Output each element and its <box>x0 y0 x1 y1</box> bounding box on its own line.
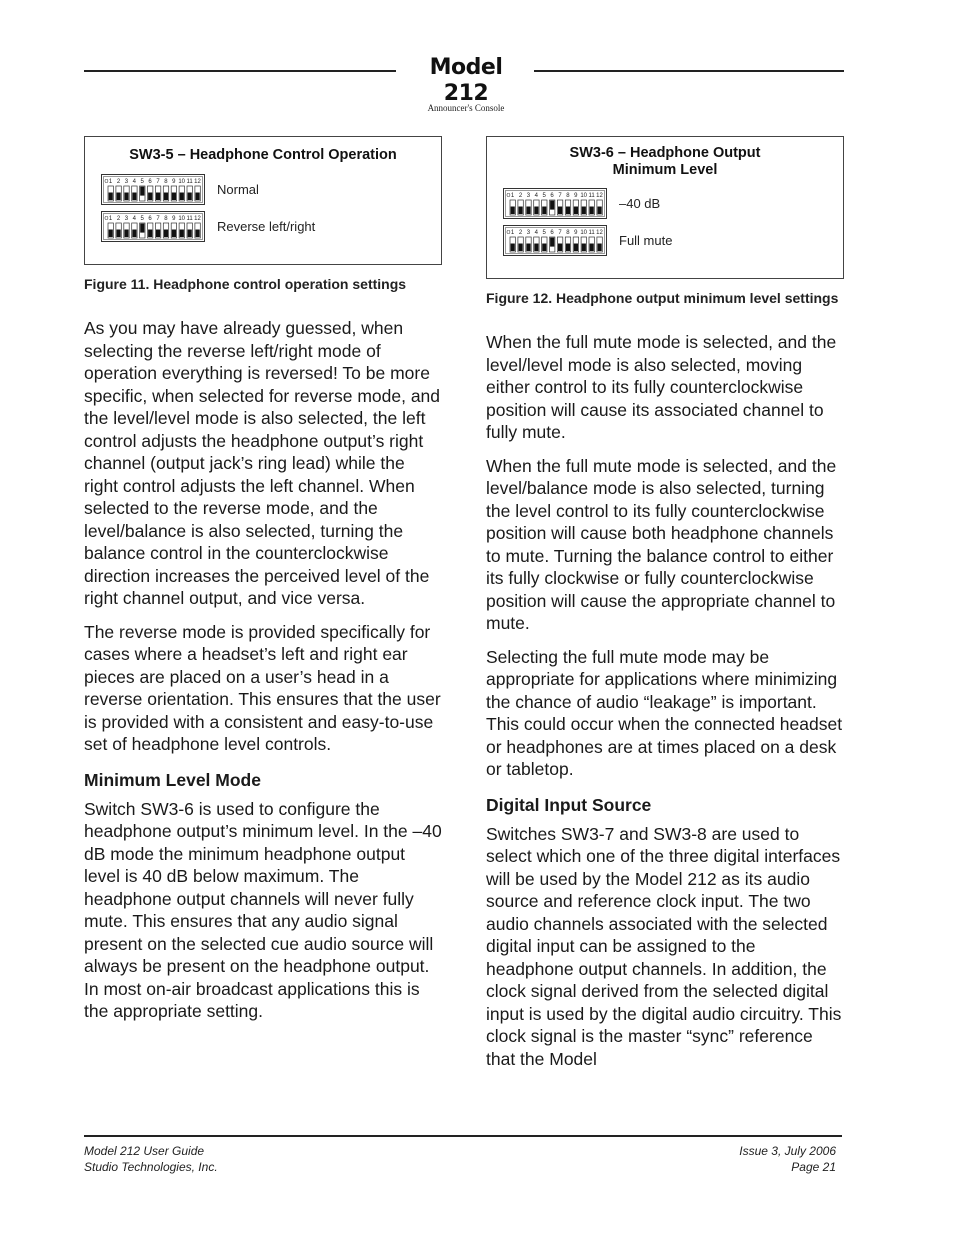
footer-right <box>739 1143 836 1175</box>
footer-page-number: Page 21 <box>791 1160 836 1174</box>
dip-switch-icon <box>101 174 205 205</box>
svg-text:11: 11 <box>588 230 595 236</box>
body-paragraph: When the full mute mode is selected, and the level/balance mode is also selected, turning the level control to its fully counterclockwise position will cause both headphone channels to mute. Turning the balance control to either its fully clockwise or fully counterclockwise position will cause the appropriate channel to mute. <box>486 455 837 633</box>
body-paragraph: Selecting the full mute mode may be appropriate for applications where minimizing the chance of audio “leakage” is important. This could occur when the connected headset or headphones are at times placed on a desk or tabletop. <box>486 646 843 779</box>
svg-text:10: 10 <box>580 193 588 199</box>
svg-text:O: O <box>104 216 109 222</box>
svg-text:3: 3 <box>124 179 129 185</box>
svg-text:7: 7 <box>558 230 562 236</box>
body-paragraph: When the full mute mode is selected, and the level/level mode is also selected, moving either control to its fully counterclockwise position will cause its associated channel to fully mute. <box>486 332 837 442</box>
svg-text:3: 3 <box>526 230 531 236</box>
svg-text:1: 1 <box>510 230 515 236</box>
svg-text:4: 4 <box>132 179 136 185</box>
svg-text:10: 10 <box>178 179 186 185</box>
svg-text:O: O <box>506 193 511 199</box>
section-heading-digital-input: Digital Input Source <box>486 794 652 815</box>
svg-text:1: 1 <box>108 179 113 185</box>
svg-text:9: 9 <box>574 230 578 236</box>
svg-text:8: 8 <box>566 193 570 199</box>
figure-11-row-normal <box>101 174 425 205</box>
svg-text:12: 12 <box>596 193 603 199</box>
body-paragraph: Switches SW3-7 and SW3-8 are used to select which one of the three digital interfaces will be used by the Model 212 as its audio source and reference clock input. The two audio channels associated with the selected digital input can be assigned to the headphone output channels. In addition, the clock signal derived from the selected digital input is used by the digital audio circuitry. This clock signal is the master “sync” reference that the Model <box>486 823 842 1069</box>
svg-text:11: 11 <box>186 179 193 185</box>
footer-issue: Issue 3, July 2006 <box>739 1144 836 1158</box>
svg-text:12: 12 <box>194 216 201 222</box>
section-heading-minimum-level: Minimum Level Mode <box>84 769 261 790</box>
svg-text:7: 7 <box>156 179 160 185</box>
dip-switch-icon <box>101 211 205 242</box>
left-column <box>84 136 442 1023</box>
figure-11-row-reverse <box>101 211 425 242</box>
svg-text:10: 10 <box>580 230 588 236</box>
footer-guide-title: Model 212 User Guide <box>84 1144 205 1158</box>
svg-text:6: 6 <box>148 216 152 222</box>
footer-left <box>84 1143 218 1175</box>
switch-setting-label: Normal <box>217 182 259 197</box>
svg-text:12: 12 <box>194 179 201 185</box>
figure-11-box <box>84 136 442 265</box>
footer-company: Studio Technologies, Inc. <box>84 1160 218 1174</box>
svg-text:9: 9 <box>172 216 176 222</box>
svg-text:2: 2 <box>518 230 523 236</box>
svg-text:7: 7 <box>558 193 562 199</box>
svg-text:10: 10 <box>178 216 186 222</box>
dip-switch-icon <box>503 188 607 219</box>
svg-text:4: 4 <box>132 216 136 222</box>
svg-text:3: 3 <box>526 193 531 199</box>
svg-text:3: 3 <box>124 216 129 222</box>
svg-text:9: 9 <box>172 179 176 185</box>
switch-setting-label: Reverse left/right <box>217 219 316 234</box>
svg-text:5: 5 <box>140 179 144 185</box>
figure-12-title: SW3-6 – Headphone Output Minimum Level <box>569 145 761 178</box>
svg-text:6: 6 <box>550 193 554 199</box>
switch-setting-label: –40 dB <box>619 196 661 211</box>
svg-text:8: 8 <box>164 179 168 185</box>
svg-text:6: 6 <box>148 179 152 185</box>
svg-text:1: 1 <box>108 216 113 222</box>
svg-text:5: 5 <box>140 216 144 222</box>
right-column <box>486 136 844 1070</box>
svg-text:2: 2 <box>116 179 121 185</box>
svg-text:1: 1 <box>510 193 515 199</box>
svg-text:12: 12 <box>596 230 603 236</box>
svg-text:4: 4 <box>534 193 538 199</box>
brand-title: Model 212 <box>429 55 503 106</box>
dip-switch-icon <box>503 225 607 256</box>
svg-text:8: 8 <box>164 216 168 222</box>
svg-text:O: O <box>104 179 109 185</box>
svg-text:8: 8 <box>566 230 570 236</box>
svg-text:5: 5 <box>542 193 546 199</box>
svg-text:O: O <box>506 230 511 236</box>
figure-12-row-full-mute <box>503 225 827 256</box>
svg-text:9: 9 <box>574 193 578 199</box>
switch-setting-label: Full mute <box>619 233 673 248</box>
svg-text:2: 2 <box>518 193 523 199</box>
header-rule-left <box>84 70 396 72</box>
body-paragraph: Switch SW3-6 is used to configure the headphone output’s minimum level. In the –40 dB mode the minimum headphone output level is 40 dB below maximum. The headphone output channels will never fully mute. This ensures that any audio signal present on the selected cue audio source will always be present on the headphone output. In most on-air broadcast applications this is the appropriate setting. <box>84 798 442 1021</box>
svg-text:4: 4 <box>534 230 538 236</box>
svg-text:6: 6 <box>550 230 554 236</box>
svg-text:7: 7 <box>156 216 160 222</box>
body-paragraph: As you may have already guessed, when selecting the reverse left/right mode of operation everything is reversed! To be more specific, when selected for reverse mode, and the level/level mode is also selected, the left control adjusts the headphone output’s right channel (output jack’s ring lead) while the right control adjusts the left channel. When selected to the reverse mode, and the level/balance is also selected, turning the balance control in the counterclockwise direction increases the perceived level of the right channel output, and vice versa. <box>84 318 441 608</box>
brand-logo <box>404 55 528 113</box>
figure-11-caption: Figure 11. Headphone control operation settings <box>84 276 407 292</box>
figure-12-caption: Figure 12. Headphone output minimum level settings <box>486 290 839 306</box>
svg-text:11: 11 <box>186 216 193 222</box>
figure-12-box <box>486 136 844 279</box>
figure-11-title: SW3-5 – Headphone Control Operation <box>129 147 397 163</box>
svg-text:5: 5 <box>542 230 546 236</box>
footer-rule <box>84 1135 842 1137</box>
svg-text:11: 11 <box>588 193 595 199</box>
svg-text:2: 2 <box>116 216 121 222</box>
body-paragraph: The reverse mode is provided specifically for cases where a headset’s left and right ear pieces are placed on a user’s head in a reverse orientation. This ensures that the user is provided with a consistent and easy-to-use set of headphone level controls. <box>84 621 441 754</box>
header-rule-right <box>534 70 844 72</box>
figure-12-row-40db <box>503 188 827 219</box>
brand-subtitle: Announcer's Console <box>427 103 505 113</box>
